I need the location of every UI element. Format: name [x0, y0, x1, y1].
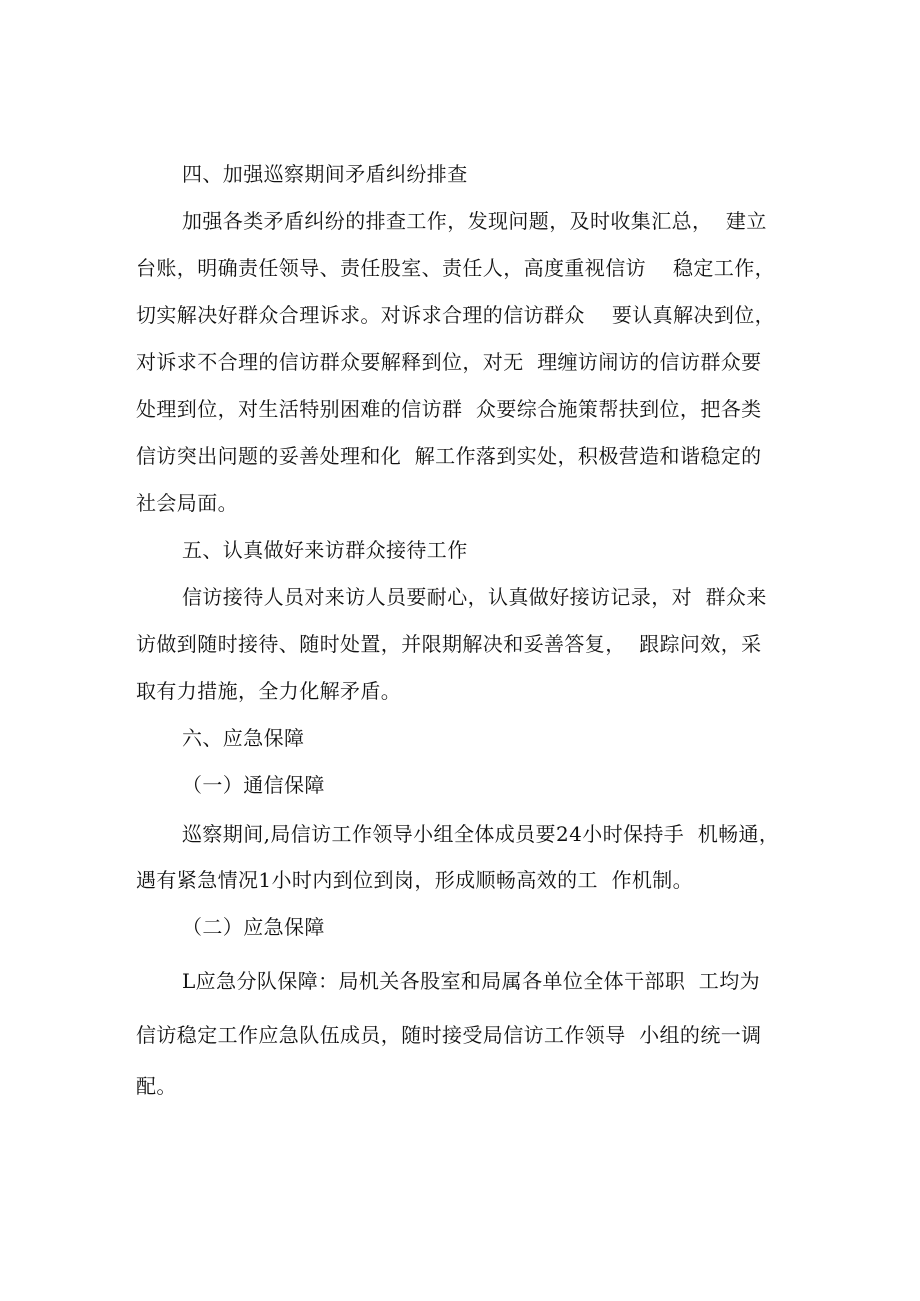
paragraph-line: 配。	[136, 1074, 177, 1098]
paragraph-line: 遇有紧急情况1小时内到位到岗，形成顺畅高效的工 作机制。	[136, 868, 694, 892]
paragraph-line: 信访接待人员对来访人员要耐心，认真做好接访记录，对 群众来	[182, 585, 767, 609]
paragraph-line: 信访突出问题的妥善处理和化 解工作落到实处，积极营造和谐稳定的	[136, 444, 762, 468]
section-heading-4: 四、加强巡察期间矛盾纠纷排查	[182, 162, 468, 186]
section-heading-6: 六、应急保障	[182, 726, 305, 750]
paragraph-line: 取有力措施，全力化解矛盾。	[136, 679, 402, 703]
paragraph-line: 访做到随时接待、随时处置，并限期解决和妥善答复， 跟踪问效，采	[136, 632, 762, 656]
section-heading-5: 五、认真做好来访群众接待工作	[182, 538, 468, 562]
paragraph-line: 加强各类矛盾纠纷的排查工作，发现问题，及时收集汇总， 建立	[182, 209, 767, 233]
paragraph-line: 切实解决好群众合理诉求。对诉求合理的信访群众 要认真解决到位，	[136, 303, 776, 327]
paragraph-line: 巡察期间,局信访工作领导小组全体成员要24小时保持手 机畅通，	[182, 822, 780, 846]
subsection-heading-2: （二）应急保障	[182, 915, 325, 939]
paragraph-line: 处理到位，对生活特别困难的信访群 众要综合施策帮扶到位，把各类	[136, 397, 762, 421]
paragraph-line: 社会局面。	[136, 491, 238, 515]
subsection-heading-1: （一）通信保障	[182, 773, 325, 797]
paragraph-line: L应急分队保障：局机关各股室和局属各单位全体干部职 工均为	[182, 969, 760, 993]
paragraph-line: 台账，明确责任领导、责任股室、责任人，高度重视信访 稳定工作，	[136, 256, 776, 280]
paragraph-line: 信访稳定工作应急队伍成员，随时接受局信访工作领导 小组的统一调	[136, 1023, 762, 1047]
paragraph-line: 对诉求不合理的信访群众要解释到位，对无 理缠访闹访的信访群众要	[136, 350, 762, 374]
